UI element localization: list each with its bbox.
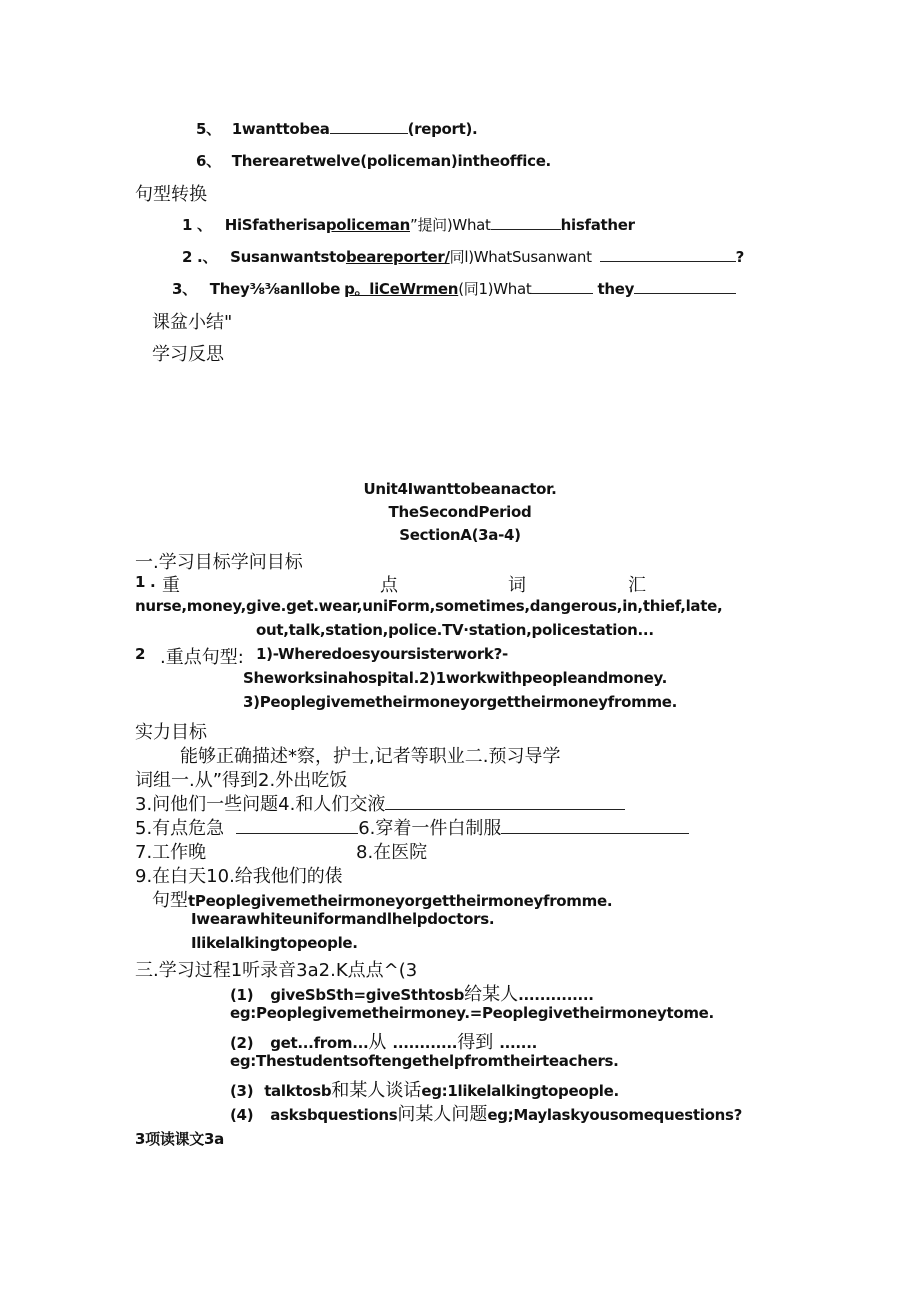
- pattern-line-2: Iwearawhiteuniformandlhelpdoctors.: [191, 910, 495, 928]
- transform-heading: 句型转换: [135, 184, 207, 205]
- item-dots: .......: [499, 1034, 537, 1052]
- item-number: 3、: [172, 280, 197, 298]
- pattern-sentence: tPeoplegivemetheirmoneyorgettheirmoneyfromme.: [188, 892, 613, 910]
- goals-heading: 一.学习目标学问目标: [135, 552, 303, 573]
- transform-item-1: [182, 214, 635, 235]
- item-text-end: they: [597, 280, 635, 298]
- item-number: 2 .、: [182, 248, 218, 266]
- item-text: HiSfatherisa: [224, 216, 326, 234]
- item-number: 1 、: [182, 216, 212, 234]
- item-number: 5、: [196, 120, 221, 138]
- item-text-hint: (report).: [407, 120, 478, 138]
- item-number: (2): [230, 1034, 254, 1052]
- process-item-2: [230, 1028, 537, 1054]
- underlined-word: policeman: [325, 216, 410, 234]
- phrase-line-9: 9.在白天10.给我他们的俵: [135, 866, 343, 887]
- sentence-number: 2: [135, 645, 146, 663]
- item-instruction: 同l)WhatSusanwant: [449, 248, 592, 266]
- item-text: Therearetwelve(policeman)intheoffice.: [231, 152, 551, 170]
- sentence-label: .重点句型:: [160, 647, 244, 668]
- item-phrase: talktosb: [264, 1082, 332, 1100]
- answer-blank[interactable]: [634, 279, 736, 294]
- exercise-item-5: [196, 118, 477, 139]
- vocab-char-3: 词: [508, 575, 526, 596]
- summary-label: 课盆小结": [152, 312, 233, 333]
- phrase-text: 3.问他们一些问题4.和人们交液: [135, 794, 386, 815]
- vocab-number: 1 .: [135, 573, 156, 591]
- vocab-char-4: 汇: [628, 575, 646, 596]
- reading-text: 3项读课文3a: [135, 1130, 224, 1148]
- item-meaning: 从: [368, 1032, 387, 1053]
- item-dots: ............: [392, 1034, 458, 1052]
- phrase-line-3: [135, 790, 625, 816]
- item-phrase: get...from...: [270, 1034, 369, 1052]
- phrase-text: 5.有点危急: [135, 818, 225, 839]
- item-example: eg;Maylaskyousomequestions?: [487, 1106, 743, 1124]
- pattern-line-1: [152, 886, 612, 912]
- transform-item-2: [182, 246, 744, 267]
- vocab-char-1: 重: [162, 575, 180, 596]
- item-text: They⅜⅜anllobe: [209, 280, 341, 298]
- unit-title: Unit4Iwanttobeanactor.: [363, 480, 557, 498]
- item-number: (1): [230, 986, 254, 1004]
- item-dots: ..............: [518, 986, 594, 1004]
- vocab-line-1: nurse,money,give.get.wear,uniForm,sometimes,dangerous,in,thief,late,: [135, 597, 723, 615]
- answer-blank[interactable]: [531, 279, 593, 294]
- item-phrase: asksbquestions: [270, 1106, 398, 1124]
- item-meaning: 得到: [457, 1032, 494, 1053]
- vocab-line-2: out,talk,station,police.TV·station,policestation...: [256, 621, 654, 639]
- item-number: (3): [230, 1082, 254, 1100]
- item-instruction: (同1)What: [458, 280, 532, 298]
- answer-blank[interactable]: [501, 819, 689, 834]
- exercise-item-6: [196, 150, 551, 171]
- pattern-line-3: Ilikelalkingtopeople.: [191, 934, 358, 952]
- key-sentence-3: 3)Peoplegivemetheirmoneyorgettheirmoneyfromme.: [243, 693, 678, 711]
- item-text: 1wanttobea: [231, 120, 330, 138]
- phrase-line-1: 词组一.从”得到2.外出吃饭: [135, 770, 348, 791]
- answer-blank[interactable]: [236, 819, 358, 834]
- item-instruction: ”提问)What: [410, 216, 491, 234]
- answer-blank[interactable]: [491, 215, 561, 230]
- underlined-word: p。liCeWrmen: [344, 280, 459, 298]
- phrase-text: 6.穿着一件白制服: [358, 818, 502, 839]
- underlined-word: beareporter/: [345, 248, 450, 266]
- item-meaning: 给某人: [464, 984, 519, 1005]
- transform-item-3: [172, 278, 736, 299]
- process-item-4: [230, 1100, 742, 1126]
- item-text-end: hisfather: [560, 216, 635, 234]
- reflection-label: 学习反思: [152, 344, 224, 365]
- item-meaning: 问某人问题: [397, 1104, 488, 1125]
- vocab-char-2: 点: [380, 575, 398, 596]
- period-title: TheSecondPeriod: [388, 503, 532, 521]
- ability-heading: 实力目标: [135, 722, 207, 743]
- process-item-1: [230, 980, 594, 1006]
- ability-text: 能够正确描述*察，护士,记者等职业二.预习导学: [180, 746, 561, 767]
- answer-blank[interactable]: [330, 119, 408, 134]
- answer-blank[interactable]: [385, 795, 625, 810]
- process-example-1: eg:Peoplegivemetheirmoney.=Peoplegivetheirmoneytome.: [230, 1004, 714, 1022]
- item-number: 6、: [196, 152, 221, 170]
- phrase-line-5: [135, 814, 689, 840]
- key-sentence-2: Sheworksinahospital.2)1workwithpeopleandmoney.: [243, 669, 667, 687]
- item-meaning: 和某人谈话: [331, 1080, 422, 1101]
- phrase-line-8: 8.在医院: [356, 842, 428, 863]
- answer-blank[interactable]: [600, 247, 736, 262]
- item-text: Susanwantsto: [230, 248, 346, 266]
- process-example-2: eg:Thestudentsoftengethelpfromtheirteachers.: [230, 1052, 619, 1070]
- process-item-3: [230, 1076, 619, 1102]
- phrase-line-7: 7.工作晚: [135, 842, 207, 863]
- reading-heading: [135, 1128, 224, 1149]
- item-number: (4): [230, 1106, 254, 1124]
- section-title: SectionA(3a-4): [399, 526, 521, 544]
- item-phrase: giveSbSth=giveSthtosb: [270, 986, 465, 1004]
- item-example: eg:1likelalkingtopeople.: [421, 1082, 619, 1100]
- key-sentence-1: 1)-Wheredoesyoursisterwork?-: [256, 645, 508, 663]
- process-heading: 三.学习过程1听录音3a2.K点点^(3: [135, 960, 418, 981]
- pattern-label: 句型: [152, 890, 188, 911]
- item-text-end: ?: [735, 248, 745, 266]
